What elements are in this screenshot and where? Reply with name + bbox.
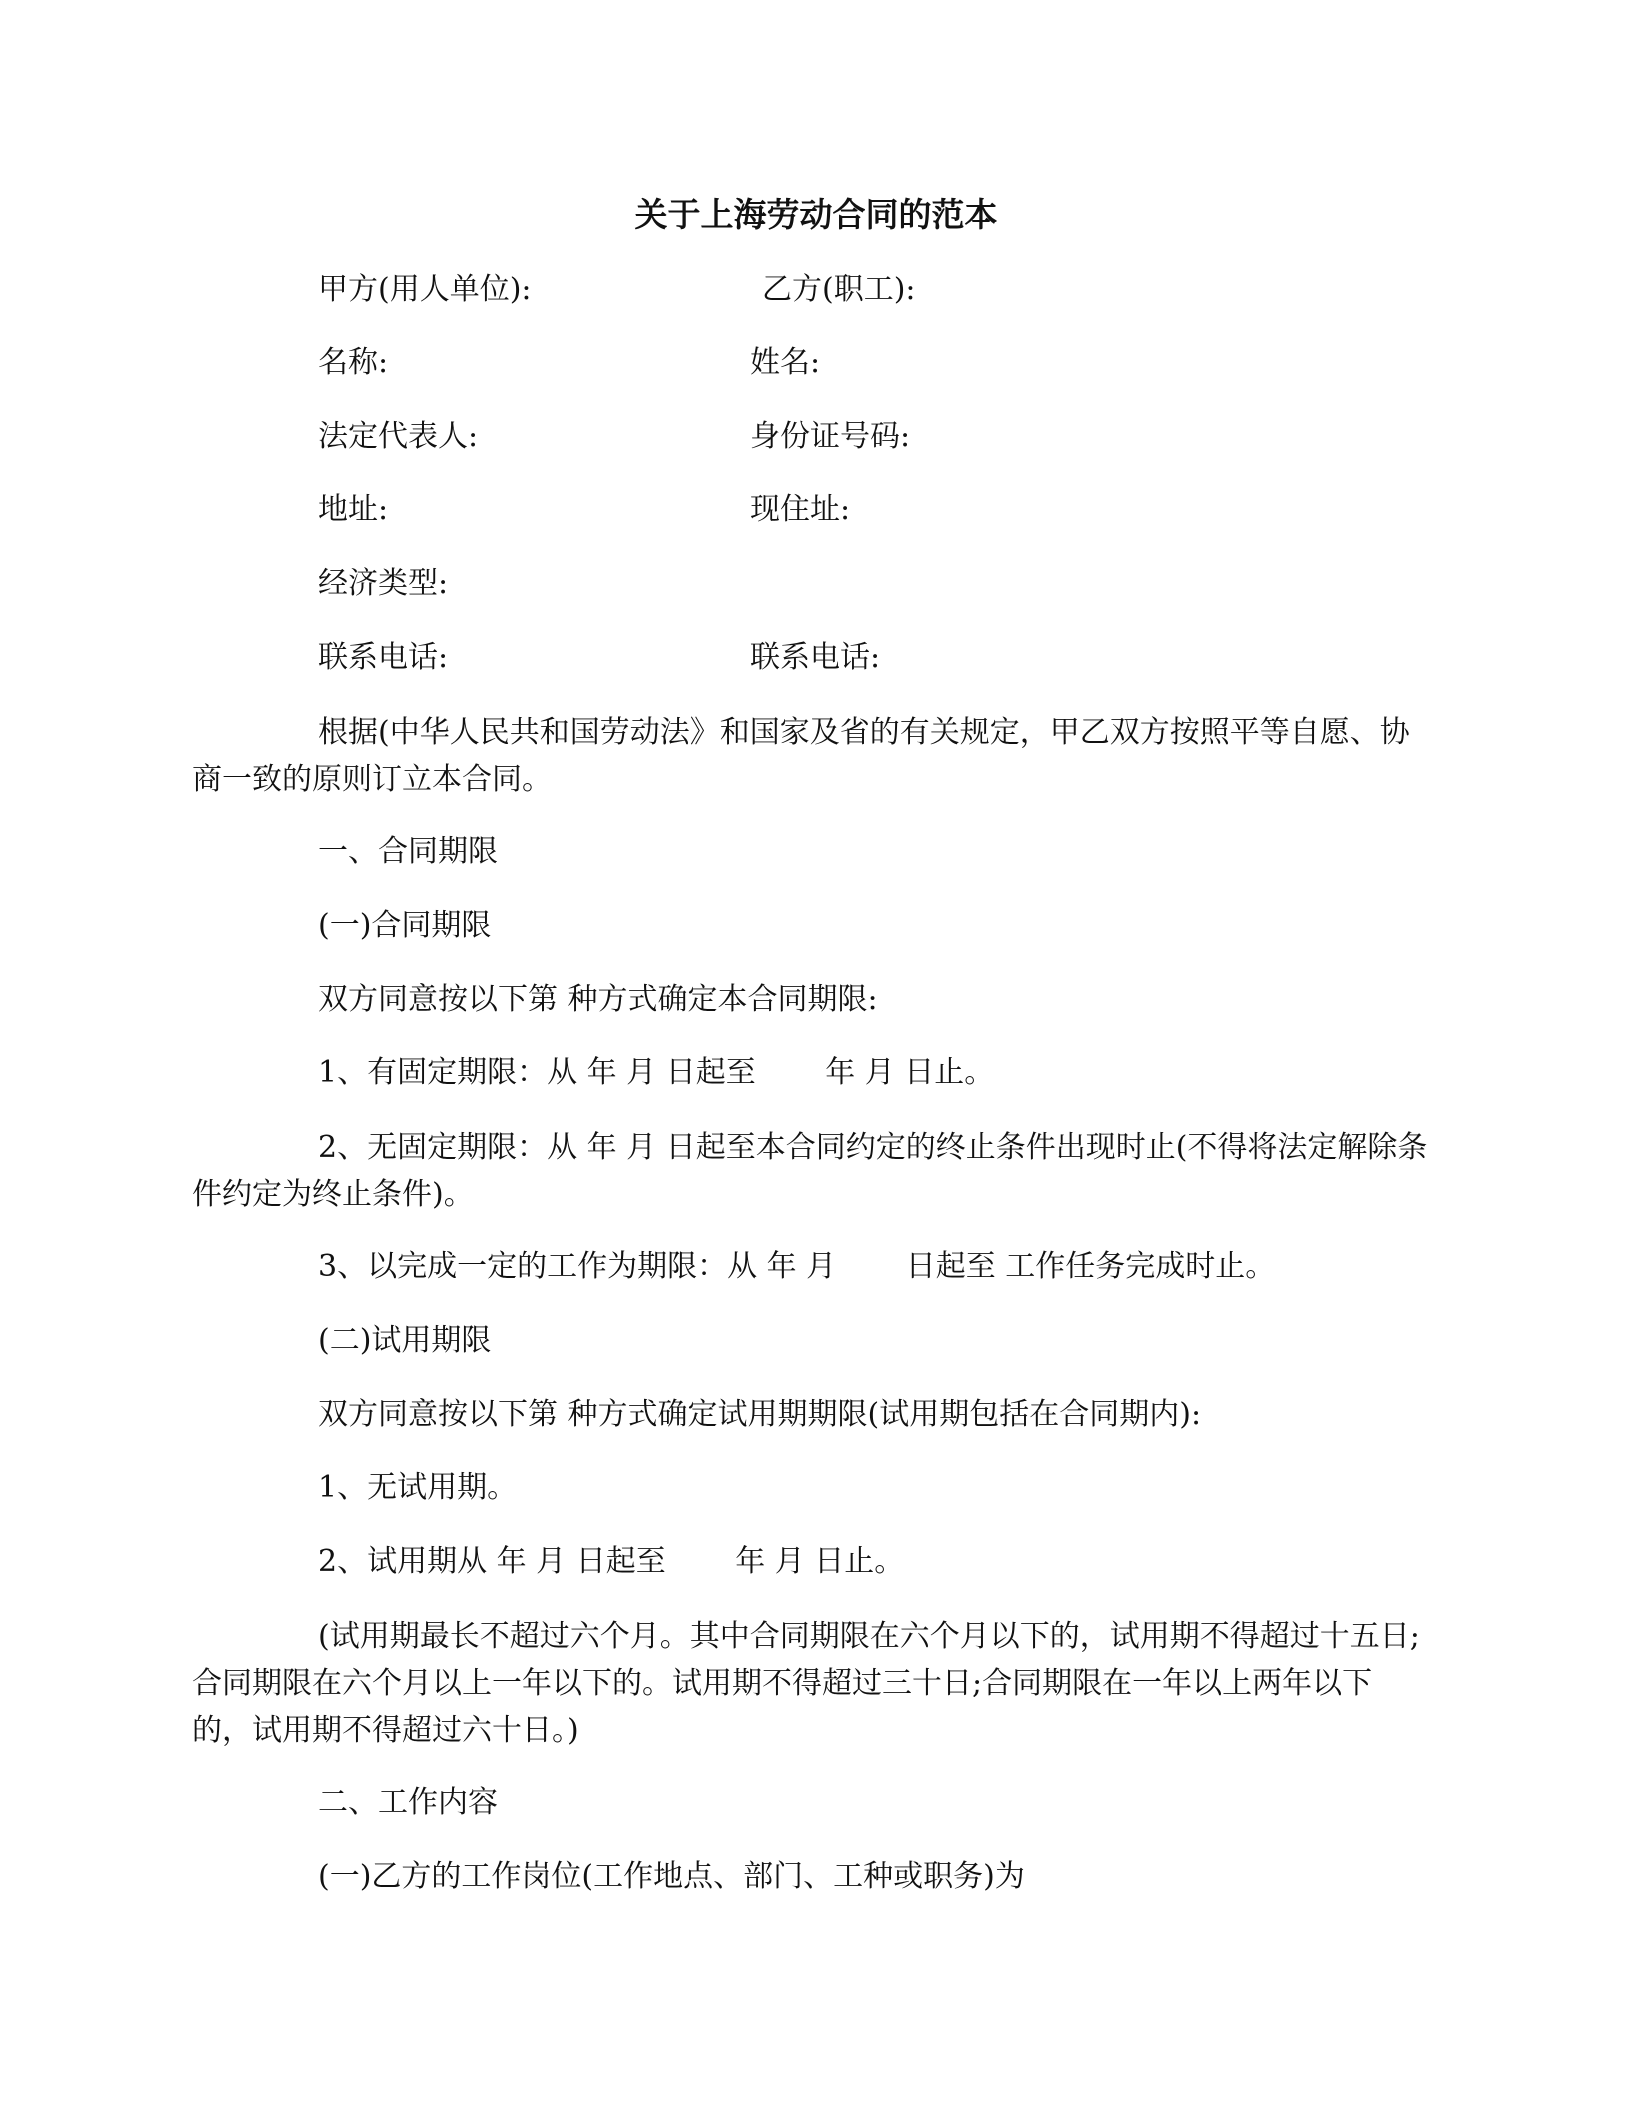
id-number-label: 身份证号码:	[750, 419, 911, 454]
section1-heading: 一、合同期限	[318, 834, 498, 869]
document-title: 关于上海劳动合同的范本	[634, 195, 998, 234]
phone-a-label: 联系电话:	[318, 640, 449, 675]
sub2-intro: 双方同意按以下第 种方式确定试用期期限(试用期包括在合同期内):	[318, 1397, 1202, 1432]
section2-sub1: (一)乙方的工作岗位(工作地点、部门、工种或职务)为	[318, 1859, 1025, 1894]
economic-type-label: 经济类型:	[318, 566, 449, 601]
name-label: 名称:	[318, 345, 389, 380]
sub2-note: (试用期最长不超过六个月。其中合同期限在六个月以下的，试用期不得超过十五日;合同期限在六个月以上一年以下的。试用期不得超过三十日;合同期限在一年以上两年以下的，试用期不得超过六十日。)	[192, 1619, 1420, 1748]
sub1-heading: (一)合同期限	[318, 908, 492, 943]
section2-heading: 二、工作内容	[318, 1785, 498, 1820]
sub1-item1: 1、有固定期限：从 年 月 日起至 年 月 日止。	[318, 1055, 995, 1090]
sub1-intro: 双方同意按以下第 种方式确定本合同期限:	[318, 982, 878, 1017]
legal-rep-label: 法定代表人:	[318, 419, 479, 454]
address-label: 地址:	[318, 492, 389, 527]
current-address-label: 现住址:	[750, 492, 851, 527]
preamble-paragraph: 根据(中华人民共和国劳动法》和国家及省的有关规定，甲乙双方按照平等自愿、协商一致的原则订立本合同。	[192, 715, 1410, 797]
phone-b-label: 联系电话:	[750, 640, 881, 675]
sub2-item2: 2、试用期从 年 月 日起至 年 月 日止。	[318, 1544, 905, 1579]
party-b-label: 乙方(职工):	[762, 272, 916, 307]
sub1-item3: 3、以完成一定的工作为期限：从 年 月 日起至 工作任务完成时止。	[318, 1249, 1276, 1284]
party-a-label: 甲方(用人单位):	[318, 272, 532, 307]
sub1-item2: 2、无固定期限：从 年 月 日起至本合同约定的终止条件出现时止(不得将法定解除条件约定为终止条件)。	[192, 1130, 1428, 1212]
sub2-heading: (二)试用期限	[318, 1323, 492, 1358]
fullname-label: 姓名:	[750, 345, 821, 380]
sub2-item1: 1、无试用期。	[318, 1470, 518, 1505]
